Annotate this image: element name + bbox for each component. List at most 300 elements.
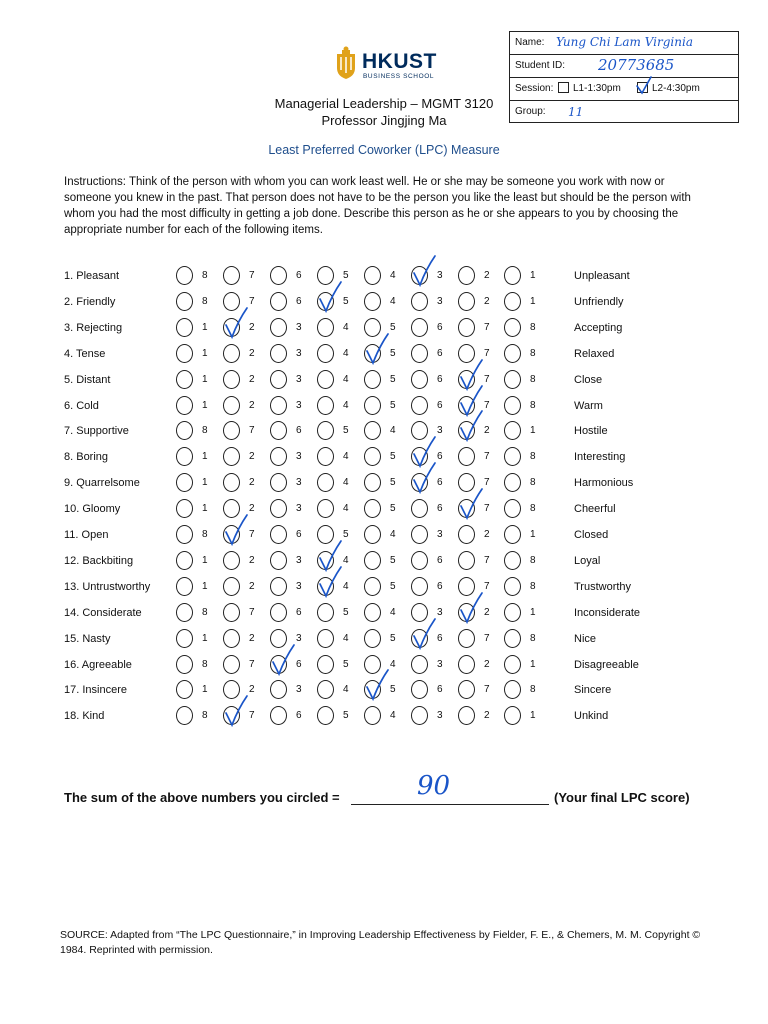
radio-circle[interactable] xyxy=(364,525,381,544)
radio-circle[interactable] xyxy=(504,577,521,596)
radio-circle[interactable] xyxy=(317,370,334,389)
radio-circle[interactable] xyxy=(364,577,381,596)
radio-circle[interactable] xyxy=(176,421,193,440)
radio-circle[interactable] xyxy=(458,655,475,674)
radio-circle[interactable] xyxy=(223,396,240,415)
radio-circle[interactable] xyxy=(176,603,193,622)
rating-number: 7 xyxy=(484,477,490,489)
rating-option[interactable] xyxy=(504,628,544,650)
rating-option[interactable] xyxy=(176,654,216,676)
rating-option[interactable] xyxy=(270,265,310,287)
radio-circle[interactable] xyxy=(270,447,287,466)
rating-number: 2 xyxy=(249,580,255,592)
radio-circle[interactable] xyxy=(317,421,334,440)
radio-circle[interactable] xyxy=(270,370,287,389)
rating-option[interactable] xyxy=(458,602,498,624)
rating-option[interactable] xyxy=(364,498,404,520)
item-label: 4. Tense xyxy=(64,347,106,360)
rating-option[interactable] xyxy=(458,498,498,520)
sum-answer-field[interactable] xyxy=(351,804,549,805)
radio-circle[interactable] xyxy=(364,266,381,285)
radio-circle[interactable] xyxy=(223,344,240,363)
rating-option[interactable] xyxy=(364,265,404,287)
item-label: 5. Distant xyxy=(64,373,111,386)
rating-option[interactable] xyxy=(411,265,451,287)
radio-circle[interactable] xyxy=(176,577,193,596)
radio-circle[interactable] xyxy=(317,396,334,415)
rating-option[interactable] xyxy=(176,628,216,650)
rating-option[interactable] xyxy=(270,576,310,598)
radio-circle[interactable] xyxy=(364,421,381,440)
session-row xyxy=(510,78,738,101)
radio-circle[interactable] xyxy=(317,344,334,363)
radio-circle[interactable] xyxy=(458,266,475,285)
radio-circle[interactable] xyxy=(504,447,521,466)
radio-circle[interactable] xyxy=(411,551,428,570)
name-field[interactable]: Yung Chi Lam Virginia xyxy=(556,35,693,49)
session-l1-checkbox[interactable] xyxy=(558,82,569,93)
item-label: 1. Pleasant xyxy=(64,270,120,282)
radio-circle[interactable] xyxy=(411,525,428,544)
radio-circle[interactable] xyxy=(411,680,428,699)
rating-option[interactable] xyxy=(317,602,357,624)
radio-circle[interactable] xyxy=(317,706,334,725)
radio-circle[interactable] xyxy=(458,680,475,699)
rating-number: 6 xyxy=(437,477,443,489)
rating-option[interactable] xyxy=(504,679,544,701)
rating-option[interactable] xyxy=(223,628,263,650)
rating-option[interactable] xyxy=(364,446,404,468)
item-opposite-label: Inconsiderate xyxy=(574,606,641,619)
rating-number: 8 xyxy=(530,503,536,515)
rating-option[interactable] xyxy=(364,602,404,624)
rating-option[interactable] xyxy=(223,265,263,287)
radio-circle[interactable] xyxy=(504,292,521,311)
rating-option[interactable] xyxy=(176,317,216,339)
radio-circle[interactable] xyxy=(223,629,240,648)
radio-circle[interactable] xyxy=(223,421,240,440)
rating-option[interactable] xyxy=(504,705,544,727)
radio-circle[interactable] xyxy=(458,706,475,725)
rating-number: 5 xyxy=(390,477,396,489)
radio-circle[interactable] xyxy=(411,655,428,674)
rating-option[interactable] xyxy=(270,498,310,520)
rating-option[interactable] xyxy=(223,576,263,598)
rating-option[interactable] xyxy=(223,369,263,391)
rating-option[interactable] xyxy=(317,343,357,365)
rating-option[interactable] xyxy=(176,550,216,572)
rating-option[interactable] xyxy=(223,472,263,494)
rating-option[interactable] xyxy=(364,628,404,650)
rating-number: 7 xyxy=(484,399,490,411)
radio-circle[interactable] xyxy=(317,680,334,699)
rating-option[interactable] xyxy=(317,395,357,417)
rating-option[interactable] xyxy=(458,524,498,546)
radio-circle[interactable] xyxy=(270,680,287,699)
radio-circle[interactable] xyxy=(364,370,381,389)
rating-option[interactable] xyxy=(223,395,263,417)
student-id-row xyxy=(510,55,738,78)
rating-option[interactable] xyxy=(317,628,357,650)
rating-option[interactable] xyxy=(270,343,310,365)
rating-option[interactable] xyxy=(223,654,263,676)
rating-option[interactable] xyxy=(270,705,310,727)
rating-number: 6 xyxy=(437,632,443,644)
rating-number: 4 xyxy=(343,451,349,463)
rating-option[interactable] xyxy=(176,446,216,468)
radio-circle[interactable] xyxy=(176,680,193,699)
rating-option[interactable] xyxy=(504,420,544,442)
rating-option[interactable] xyxy=(504,602,544,624)
rating-option[interactable] xyxy=(411,576,451,598)
rating-number: 2 xyxy=(249,684,255,696)
radio-circle[interactable] xyxy=(458,551,475,570)
radio-circle[interactable] xyxy=(270,318,287,337)
rating-option[interactable] xyxy=(270,420,310,442)
radio-circle[interactable] xyxy=(176,499,193,518)
rating-option[interactable] xyxy=(504,550,544,572)
radio-circle[interactable] xyxy=(364,499,381,518)
session-l1-label: L1-1:30pm xyxy=(573,83,621,94)
rating-option[interactable] xyxy=(504,576,544,598)
radio-circle[interactable] xyxy=(504,680,521,699)
radio-circle[interactable] xyxy=(223,551,240,570)
radio-circle[interactable] xyxy=(176,370,193,389)
rating-number: 4 xyxy=(343,373,349,385)
rating-option[interactable] xyxy=(458,679,498,701)
rating-option[interactable] xyxy=(270,472,310,494)
rating-number: 2 xyxy=(249,347,255,359)
rating-number: 4 xyxy=(343,347,349,359)
item-label: 12. Backbiting xyxy=(64,554,134,567)
radio-circle[interactable] xyxy=(270,577,287,596)
rating-option[interactable] xyxy=(317,291,357,313)
rating-number: 4 xyxy=(343,477,349,489)
rating-option[interactable] xyxy=(458,291,498,313)
radio-circle[interactable] xyxy=(364,396,381,415)
rating-number: 5 xyxy=(390,554,396,566)
rating-option[interactable] xyxy=(223,446,263,468)
radio-circle[interactable] xyxy=(411,706,428,725)
radio-circle[interactable] xyxy=(504,344,521,363)
instructions-text: Instructions: Think of the person with whom you can work least well. He or she may be someone you work with now or someone you knew in the past. That person does not have to be the person you like the least but should be the person with whom you had the most difficulty in getting a job done. Describe this person as he or she appears to you by choosing the appropriate number for each of the following items. xyxy=(64,176,691,236)
radio-circle[interactable] xyxy=(176,706,193,725)
rating-option[interactable] xyxy=(411,472,451,494)
radio-circle[interactable] xyxy=(317,655,334,674)
rating-option[interactable] xyxy=(176,524,216,546)
rating-number: 3 xyxy=(296,554,302,566)
radio-circle[interactable] xyxy=(270,292,287,311)
radio-circle[interactable] xyxy=(364,551,381,570)
rating-option[interactable] xyxy=(317,446,357,468)
radio-circle[interactable] xyxy=(176,318,193,337)
rating-option[interactable] xyxy=(411,291,451,313)
rating-option[interactable] xyxy=(458,446,498,468)
radio-circle[interactable] xyxy=(364,629,381,648)
radio-circle[interactable] xyxy=(317,447,334,466)
rating-option[interactable] xyxy=(504,395,544,417)
rating-option[interactable] xyxy=(458,705,498,727)
item-opposite-label: Warm xyxy=(574,399,603,412)
item-opposite-label: Interesting xyxy=(574,451,626,464)
radio-circle[interactable] xyxy=(364,473,381,492)
rating-option[interactable] xyxy=(364,343,404,365)
rating-option[interactable] xyxy=(317,317,357,339)
rating-option[interactable] xyxy=(411,395,451,417)
radio-circle[interactable] xyxy=(176,551,193,570)
rating-option[interactable] xyxy=(176,705,216,727)
lpc-item-row xyxy=(0,550,768,572)
check-mark-icon xyxy=(458,410,484,442)
radio-circle[interactable] xyxy=(364,603,381,622)
rating-option[interactable] xyxy=(317,498,357,520)
rating-option[interactable] xyxy=(504,317,544,339)
rating-option[interactable] xyxy=(458,628,498,650)
rating-option[interactable] xyxy=(176,472,216,494)
rating-option[interactable] xyxy=(176,395,216,417)
radio-circle[interactable] xyxy=(504,551,521,570)
rating-option[interactable] xyxy=(411,369,451,391)
rating-option[interactable] xyxy=(504,524,544,546)
rating-option[interactable] xyxy=(270,317,310,339)
rating-option[interactable] xyxy=(364,472,404,494)
rating-number: 1 xyxy=(202,554,208,566)
student-id-field[interactable]: 20773685 xyxy=(598,56,675,74)
rating-option[interactable] xyxy=(411,654,451,676)
radio-circle[interactable] xyxy=(270,421,287,440)
rating-number: 5 xyxy=(343,529,349,540)
radio-circle[interactable] xyxy=(504,655,521,674)
radio-circle[interactable] xyxy=(270,266,287,285)
rating-option[interactable] xyxy=(317,679,357,701)
rating-option[interactable] xyxy=(270,602,310,624)
radio-circle[interactable] xyxy=(223,266,240,285)
rating-option[interactable] xyxy=(176,498,216,520)
radio-circle[interactable] xyxy=(176,344,193,363)
rating-option[interactable] xyxy=(317,654,357,676)
radio-circle[interactable] xyxy=(176,266,193,285)
rating-option[interactable] xyxy=(176,679,216,701)
rating-option[interactable] xyxy=(270,550,310,572)
rating-option[interactable] xyxy=(411,705,451,727)
radio-circle[interactable] xyxy=(270,396,287,415)
radio-circle[interactable] xyxy=(411,292,428,311)
rating-option[interactable] xyxy=(364,369,404,391)
rating-option[interactable] xyxy=(364,550,404,572)
radio-circle[interactable] xyxy=(223,370,240,389)
radio-circle[interactable] xyxy=(176,396,193,415)
rating-number: 2 xyxy=(484,658,490,670)
radio-circle[interactable] xyxy=(223,655,240,674)
rating-option[interactable] xyxy=(270,291,310,313)
radio-circle[interactable] xyxy=(411,370,428,389)
check-mark-icon xyxy=(364,333,390,365)
radio-circle[interactable] xyxy=(223,577,240,596)
radio-circle[interactable] xyxy=(270,525,287,544)
rating-option[interactable] xyxy=(223,705,263,727)
rating-option[interactable] xyxy=(223,550,263,572)
rating-option[interactable] xyxy=(504,369,544,391)
session-l2-checkbox[interactable] xyxy=(637,82,648,93)
radio-circle[interactable] xyxy=(411,499,428,518)
rating-option[interactable] xyxy=(364,291,404,313)
rating-option[interactable] xyxy=(176,343,216,365)
radio-circle[interactable] xyxy=(504,396,521,415)
rating-number: 8 xyxy=(530,347,536,359)
radio-circle[interactable] xyxy=(411,318,428,337)
rating-option[interactable] xyxy=(504,446,544,468)
radio-circle[interactable] xyxy=(176,292,193,311)
rating-option[interactable] xyxy=(411,550,451,572)
lpc-item-row xyxy=(0,265,768,287)
rating-option[interactable] xyxy=(270,654,310,676)
rating-option[interactable] xyxy=(364,524,404,546)
rating-option[interactable] xyxy=(176,369,216,391)
rating-number: 3 xyxy=(296,684,302,696)
rating-option[interactable] xyxy=(270,395,310,417)
rating-option[interactable] xyxy=(504,265,544,287)
rating-option[interactable] xyxy=(364,395,404,417)
rating-option[interactable] xyxy=(317,705,357,727)
rating-option[interactable] xyxy=(176,576,216,598)
rating-number: 1 xyxy=(202,632,208,644)
radio-circle[interactable] xyxy=(504,318,521,337)
rating-option[interactable] xyxy=(317,576,357,598)
rating-number: 7 xyxy=(484,503,490,515)
rating-option[interactable] xyxy=(411,343,451,365)
rating-option[interactable] xyxy=(458,317,498,339)
radio-circle[interactable] xyxy=(504,370,521,389)
rating-option[interactable] xyxy=(504,472,544,494)
radio-circle[interactable] xyxy=(270,473,287,492)
rating-number: 5 xyxy=(390,373,396,385)
radio-circle[interactable] xyxy=(270,499,287,518)
rating-option[interactable] xyxy=(176,420,216,442)
rating-option[interactable] xyxy=(223,343,263,365)
rating-option[interactable] xyxy=(411,679,451,701)
radio-circle[interactable] xyxy=(411,344,428,363)
radio-circle[interactable] xyxy=(317,499,334,518)
radio-circle[interactable] xyxy=(270,344,287,363)
rating-option[interactable] xyxy=(270,524,310,546)
rating-option[interactable] xyxy=(458,550,498,572)
radio-circle[interactable] xyxy=(317,473,334,492)
radio-circle[interactable] xyxy=(504,499,521,518)
radio-circle[interactable] xyxy=(176,473,193,492)
rating-number: 1 xyxy=(530,425,536,437)
rating-number: 1 xyxy=(530,710,536,722)
radio-circle[interactable] xyxy=(504,629,521,648)
item-opposite-label: Harmonious xyxy=(574,477,634,490)
item-opposite-label: Cheerful xyxy=(574,503,616,516)
rating-option[interactable] xyxy=(458,265,498,287)
rating-option[interactable] xyxy=(270,679,310,701)
rating-option[interactable] xyxy=(223,317,263,339)
rating-number: 3 xyxy=(437,270,443,281)
sum-suffix: (Your final LPC score) xyxy=(554,790,690,805)
radio-circle[interactable] xyxy=(223,473,240,492)
rating-option[interactable] xyxy=(364,679,404,701)
radio-circle[interactable] xyxy=(317,629,334,648)
rating-option[interactable] xyxy=(176,265,216,287)
rating-number: 3 xyxy=(437,658,443,670)
radio-circle[interactable] xyxy=(176,655,193,674)
radio-circle[interactable] xyxy=(317,603,334,622)
rating-option[interactable] xyxy=(411,628,451,650)
radio-circle[interactable] xyxy=(458,629,475,648)
radio-circle[interactable] xyxy=(411,396,428,415)
radio-circle[interactable] xyxy=(411,577,428,596)
radio-circle[interactable] xyxy=(458,292,475,311)
radio-circle[interactable] xyxy=(223,447,240,466)
lpc-item-row xyxy=(0,472,768,494)
rating-option[interactable] xyxy=(458,420,498,442)
radio-circle[interactable] xyxy=(223,603,240,622)
radio-circle[interactable] xyxy=(270,706,287,725)
radio-circle[interactable] xyxy=(364,706,381,725)
rating-number: 4 xyxy=(390,710,396,722)
rating-option[interactable] xyxy=(176,291,216,313)
rating-option[interactable] xyxy=(270,369,310,391)
radio-circle[interactable] xyxy=(364,447,381,466)
rating-option[interactable] xyxy=(504,343,544,365)
rating-option[interactable] xyxy=(504,654,544,676)
rating-option[interactable] xyxy=(223,420,263,442)
rating-option[interactable] xyxy=(223,602,263,624)
rating-option[interactable] xyxy=(317,420,357,442)
radio-circle[interactable] xyxy=(458,318,475,337)
session-label: Session: xyxy=(515,83,554,94)
radio-circle[interactable] xyxy=(270,551,287,570)
lpc-item-row xyxy=(0,602,768,624)
lpc-item-row xyxy=(0,498,768,520)
rating-number: 7 xyxy=(249,606,255,618)
item-label: 11. Open xyxy=(64,529,109,541)
radio-circle[interactable] xyxy=(504,473,521,492)
radio-circle[interactable] xyxy=(317,318,334,337)
rating-option[interactable] xyxy=(223,524,263,546)
group-field[interactable]: 11 xyxy=(568,105,584,119)
rating-option[interactable] xyxy=(411,317,451,339)
rating-option[interactable] xyxy=(270,446,310,468)
radio-circle[interactable] xyxy=(458,525,475,544)
rating-option[interactable] xyxy=(317,369,357,391)
rating-option[interactable] xyxy=(364,576,404,598)
radio-circle[interactable] xyxy=(504,266,521,285)
rating-option[interactable] xyxy=(176,602,216,624)
radio-circle[interactable] xyxy=(504,603,521,622)
radio-circle[interactable] xyxy=(176,629,193,648)
radio-circle[interactable] xyxy=(176,525,193,544)
page-title: Least Preferred Coworker (LPC) Measure xyxy=(268,143,500,157)
radio-circle[interactable] xyxy=(504,706,521,725)
rating-option[interactable] xyxy=(504,291,544,313)
radio-circle[interactable] xyxy=(364,292,381,311)
radio-circle[interactable] xyxy=(270,603,287,622)
radio-circle[interactable] xyxy=(458,447,475,466)
rating-option[interactable] xyxy=(411,498,451,520)
rating-option[interactable] xyxy=(364,705,404,727)
rating-option[interactable] xyxy=(364,420,404,442)
session-l2-label: L2-4:30pm xyxy=(652,83,700,94)
rating-option[interactable] xyxy=(504,498,544,520)
radio-circle[interactable] xyxy=(176,447,193,466)
radio-circle[interactable] xyxy=(504,421,521,440)
rating-option[interactable] xyxy=(317,472,357,494)
rating-option[interactable] xyxy=(411,524,451,546)
rating-option[interactable] xyxy=(458,654,498,676)
radio-circle[interactable] xyxy=(504,525,521,544)
